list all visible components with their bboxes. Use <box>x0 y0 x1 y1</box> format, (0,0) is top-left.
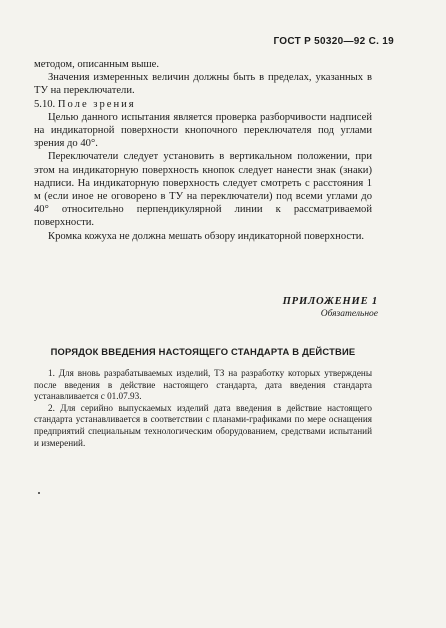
paragraph-continuation: методом, описанным выше. <box>34 59 159 70</box>
appendix-title: ПРИЛОЖЕНИЕ 1 <box>282 296 378 307</box>
section-title: Поле зрения <box>57 98 136 110</box>
paragraph-values: Значения измеренных величин должны быть в пределах, указанных в ТУ на переключатели. <box>34 72 372 97</box>
section-heading: ПОРЯДОК ВВЕДЕНИЯ НАСТОЯЩЕГО СТАНДАРТА В ДЕЙСТВИЕ <box>50 346 356 357</box>
appendix-label <box>283 295 378 321</box>
paragraph-housing: Кромка кожуха не должна мешать обзору индикаторной поверхности. <box>48 230 365 242</box>
paragraph-procedure: Переключатели следует установить в вертикальном положении, при этом на индикаторную поверхность кнопок следует нанести знак (знаки) надписи. На индикаторную поверхность следует смотреть с расстояния 1 м (если иное не оговорено в ТУ на переключатели) под всеми углами до 40° относительно перпендикулярной линии к рассматриваемой поверхности. <box>34 151 372 229</box>
appendix-item-1: 1. Для вновь разрабатываемых изделий, ТЗ на разработку которых утверждены после введения в действие настоящего стандарта, дата введения стандарта устанавливается с 01.07.93. <box>34 368 372 402</box>
paragraph-purpose: Целью данного испытания является проверка разборчивости надписей на индикаторной поверхности кнопочного переключателя под углами зрения до 40°. <box>34 111 372 150</box>
body-text <box>34 58 372 243</box>
appendix-text <box>34 368 372 449</box>
scan-speck <box>38 492 40 494</box>
section-number: 5.10. <box>34 98 56 110</box>
appendix-subtitle: Обязательное <box>320 309 378 319</box>
page-header: ГОСТ Р 50320—92 С. 19 <box>273 36 394 47</box>
section-5-10 <box>34 98 372 111</box>
appendix-item-2: 2. Для серийно выпускаемых изделий дата введения в действие настоящего стандарта устанавливается в соответствии с планами-графиками по мере оснащения предприятий специальным технологическим оборудованием, средствами испытаний и измерений. <box>34 402 372 448</box>
